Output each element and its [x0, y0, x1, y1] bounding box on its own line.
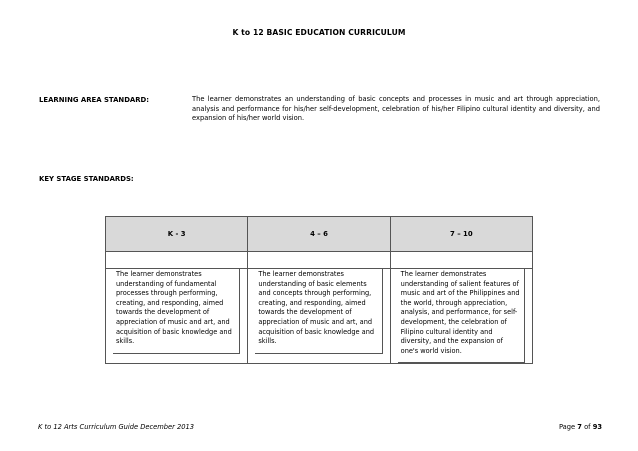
table-cell-7-10	[390, 269, 532, 364]
standard-text-7-10: The learner demonstrates understanding of salient features of music and art of the Philippines and the world, through appreciation, analysis, and performance, for self-development, the celebration of Filipino cultural identity and diversity, and the expansion of one's world vision.	[398, 269, 525, 363]
learning-area-standard-text: The learner demonstrates an understanding of basic concepts and processes in music and art through appreciation, analysis and performance for his/her self-development, celebration of his/her Filipino cultural identity and diversity, and expansion of his/her world vision.	[192, 95, 600, 123]
column-header-k-3: K - 3	[106, 217, 248, 252]
standard-text-4-6: The learner demonstrates understanding of basic elements and concepts through performing, creating, and responding, aimed towards the development of appreciation of music and art, and acquisition of basic knowledge and skills.	[255, 269, 382, 354]
page-title: K to 12 BASIC EDUCATION CURRICULUM	[232, 28, 406, 37]
spacer-cell	[248, 252, 390, 269]
column-header-4-6: 4 – 6	[248, 217, 390, 252]
key-stage-standards-table	[105, 216, 533, 364]
page-current: 7	[577, 423, 582, 431]
column-header-7-10: 7 – 10	[390, 217, 532, 252]
standard-text-k-3: The learner demonstrates understanding of fundamental processes through performing, creating, and responding, aimed towards the development of appreciation of music and art, and acquisition of basic knowledge and skills.	[113, 269, 240, 354]
footer-document-title: K to 12 Arts Curriculum Guide December 2013	[38, 423, 195, 431]
table-cell-4-6	[248, 269, 390, 364]
spacer-cell	[390, 252, 532, 269]
key-stage-standards-label: KEY STAGE STANDARDS:	[39, 175, 134, 183]
footer-page-number	[559, 423, 602, 431]
table-spacer-row	[106, 252, 533, 269]
table-cell-k-3	[106, 269, 248, 364]
table-row	[106, 269, 533, 364]
page-word: Page	[558, 423, 576, 431]
page-of-word: of	[584, 423, 591, 431]
page-total: 93	[592, 423, 602, 431]
spacer-cell	[106, 252, 248, 269]
learning-area-standard-label: LEARNING AREA STANDARD:	[39, 96, 150, 104]
table-header-row	[106, 217, 533, 252]
